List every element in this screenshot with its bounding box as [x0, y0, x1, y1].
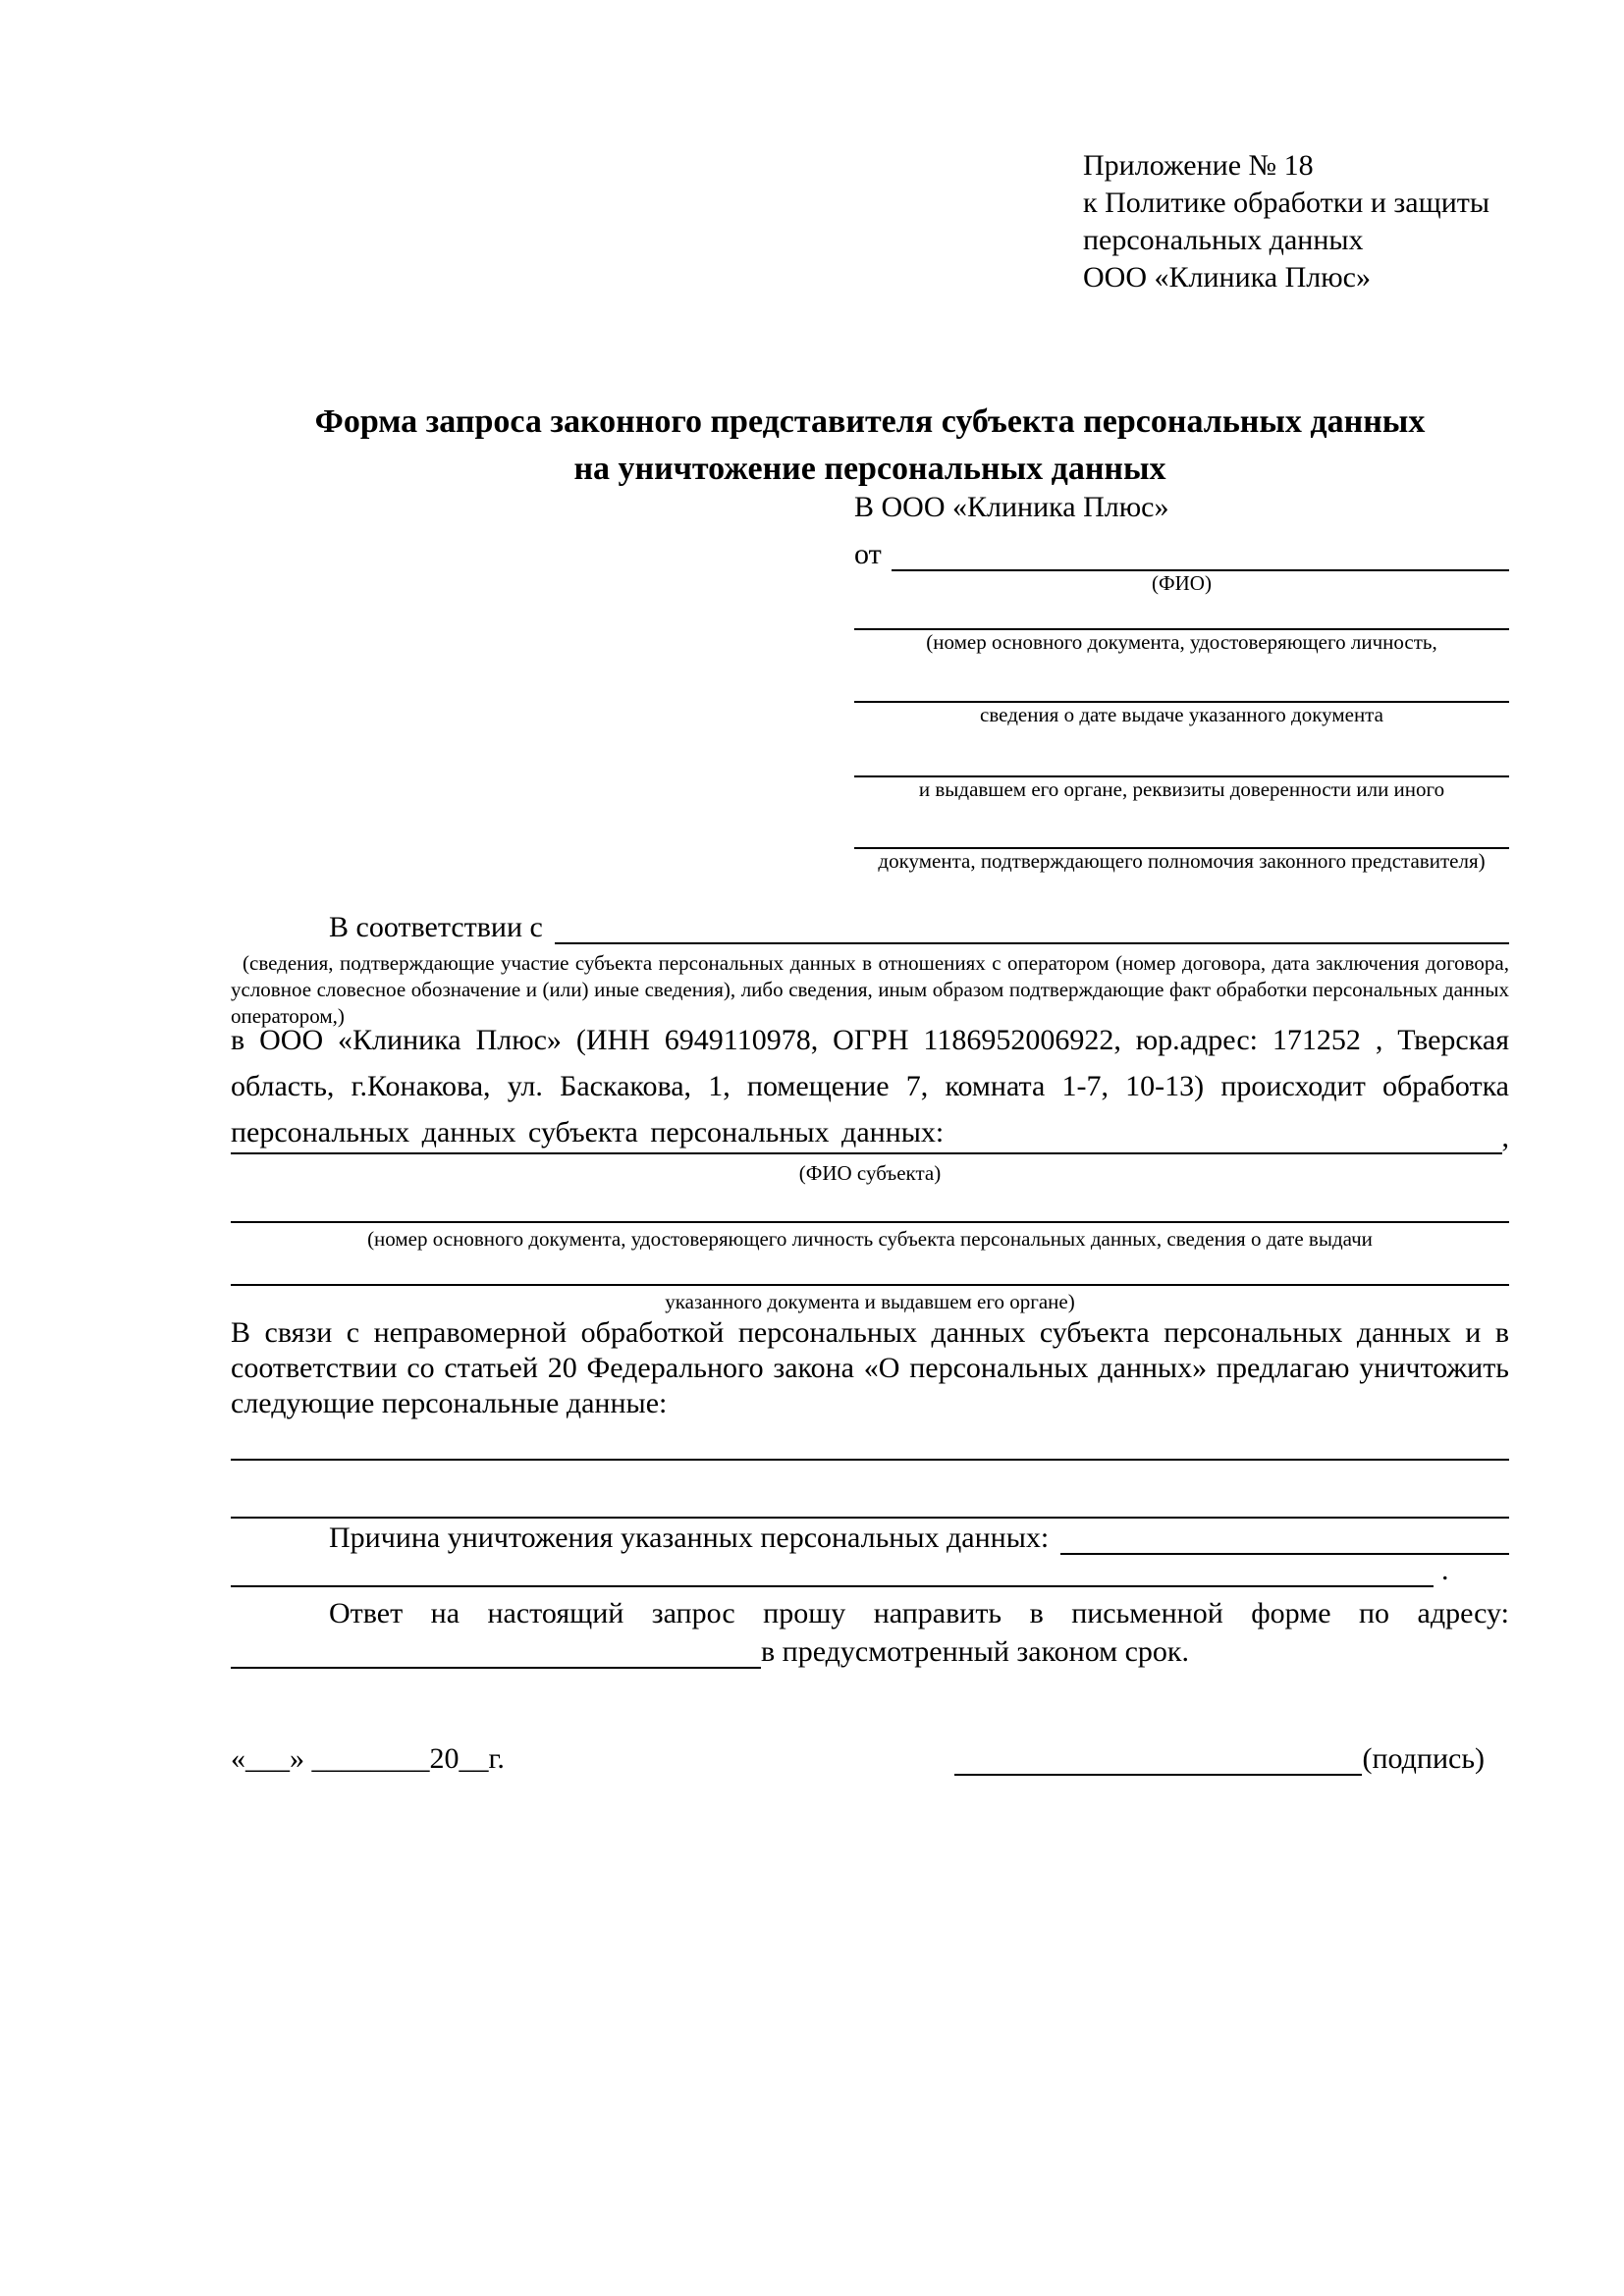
signature-caption: (подпись) — [1362, 1742, 1485, 1775]
response-address-field-line[interactable] — [231, 1667, 761, 1669]
fio-caption: (ФИО) — [1152, 571, 1212, 595]
authority-document-field-line[interactable] — [854, 802, 1509, 849]
destruction-reason-field-line-2[interactable] — [231, 1585, 1434, 1587]
accordance-note: (сведения, подтверждающие участие субъекта персональных данных в отношениях с оператором (номер договора, дата заключения договора, условное словесное обозначение и (или) иные сведения), либо сведения, иным образом подтверждающие факт обработки персональных данных оператором,) — [231, 951, 1509, 1028]
demand-paragraph: В связи с неправомерной обработкой персональных данных субъекта персональных данных и в соответствии со статьей 20 Федерального закона «О персональных данных» предлагаю уничтожить следующие персональные данные: — [231, 1316, 1509, 1419]
reason-row — [231, 1522, 1509, 1555]
accordance-basis-field-line[interactable] — [555, 942, 1509, 944]
addressee-organization: В ООО «Клиника Плюс» — [854, 491, 1169, 523]
appendix-note-line: Приложение № 18 — [1083, 149, 1314, 182]
response-tail: в предусмотренный законом срок. — [761, 1635, 1189, 1668]
from-row — [854, 527, 1509, 571]
trailing-period: . — [1441, 1554, 1449, 1586]
from-label: от — [854, 538, 882, 570]
signature-field-line[interactable] — [954, 1744, 1362, 1776]
appendix-note-line: персональных данных — [1083, 224, 1364, 256]
document-title — [231, 399, 1509, 493]
reason-label: Причина уничтожения указанных персональных данных: — [329, 1522, 1050, 1554]
subject-doc-caption-2: указанного документа и выдавшем его органе) — [665, 1290, 1075, 1313]
subject-doc-issuer-field-line[interactable] — [231, 1254, 1509, 1286]
data-to-destroy-field-line-1[interactable] — [231, 1426, 1509, 1461]
date-blank-field[interactable]: «___» ________20__г. — [231, 1742, 505, 1775]
appendix-note-line: к Политике обработки и защиты — [1083, 187, 1490, 219]
accordance-lead: В соответствии с — [329, 911, 543, 943]
response-address-row — [231, 1633, 1509, 1669]
issuing-authority-caption: и выдавшем его органе, реквизиты доверенности или иного — [918, 777, 1445, 801]
subject-fio-caption: (ФИО субъекта) — [798, 1161, 942, 1185]
representative-doc-number-field-line[interactable] — [854, 596, 1509, 630]
subject-doc-number-field-line[interactable] — [231, 1190, 1509, 1223]
issuing-authority-field-line[interactable] — [854, 727, 1509, 777]
reason-continuation-row — [231, 1554, 1509, 1587]
footer-row — [231, 1733, 1485, 1776]
doc-issue-date-caption: сведения о дате выдаче указанного документа — [980, 703, 1383, 726]
signature-group — [954, 1742, 1485, 1776]
appendix-note-line: ООО «Клиника Плюс» — [1083, 261, 1371, 294]
subject-fio-field-line[interactable] — [231, 1152, 1502, 1154]
appendix-note — [1083, 147, 1489, 296]
trailing-comma: , — [1501, 1121, 1509, 1153]
addressee-block — [854, 488, 1509, 874]
authority-document-caption: документа, подтверждающего полномочия законного представителя) — [878, 849, 1486, 873]
document-title-line2: на уничтожение персональных данных — [573, 451, 1166, 487]
doc-number-caption: (номер основного документа, удостоверяющего личность, — [926, 630, 1437, 654]
accordance-row — [231, 903, 1509, 944]
doc-issue-date-field-line[interactable] — [854, 655, 1509, 703]
subject-doc-caption-1: (номер основного документа, удостоверяющего личность субъекта персональных данных, сведения о дате выдачи — [367, 1227, 1373, 1251]
document-title-line1: Форма запроса законного представителя субъекта персональных данных — [314, 403, 1426, 440]
subject-fio-row — [231, 1121, 1509, 1154]
response-request-line: Ответ на настоящий запрос прошу направить в письменной форме по адресу: — [329, 1597, 1509, 1629]
operator-paragraph: в ООО «Клиника Плюс» (ИНН 6949110978, ОГРН 1186952006922, юр.адрес: 171252 , Тверская область, г.Конакова, ул. Баскакова, 1, помещение 7, комната 1-7, 10-13) происходит обработка персональных данных субъекта персональных данных: — [231, 1024, 1509, 1148]
data-to-destroy-field-line-2[interactable] — [231, 1484, 1509, 1519]
